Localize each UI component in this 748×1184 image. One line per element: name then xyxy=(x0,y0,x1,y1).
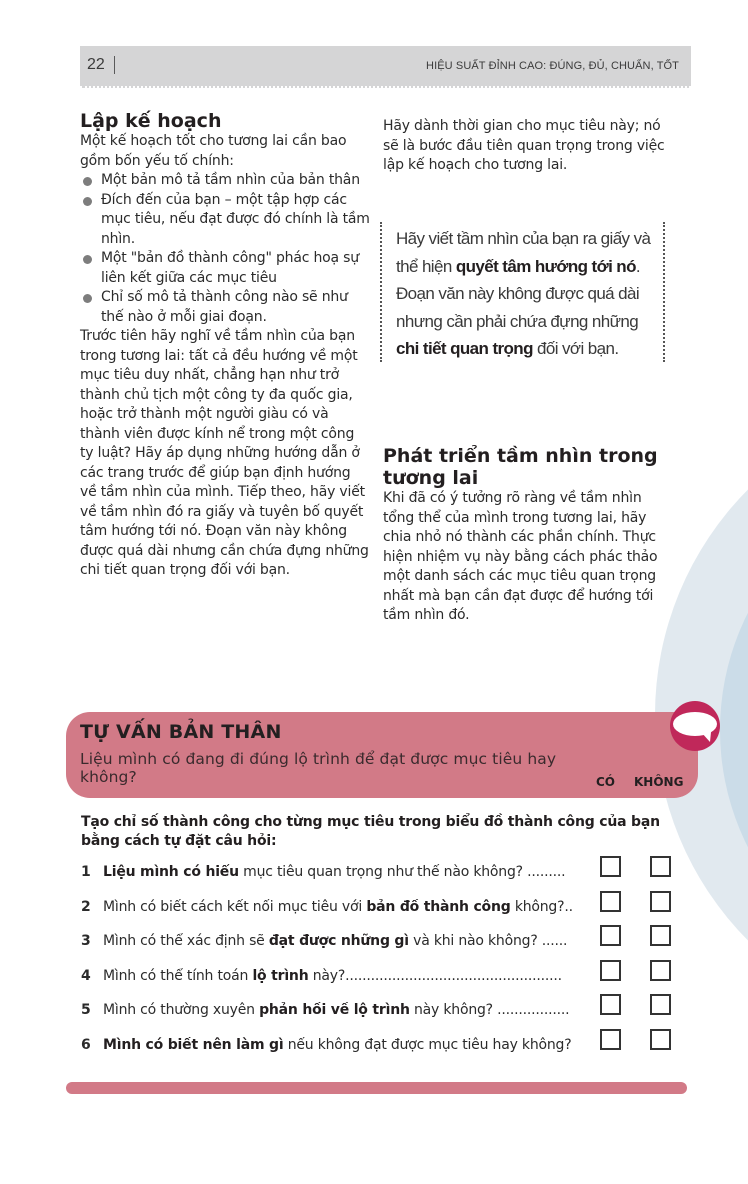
pullquote-emphasis: quyết tâm hướng tới nó xyxy=(455,256,636,276)
quiz-instructions: Tạo chỉ số thành công cho từng mục tiêu trong biểu đồ thành công của bạn bằng cách tự đặt câu hỏi: xyxy=(81,814,660,849)
header-separator xyxy=(114,56,115,74)
self-assessment-title: TỰ VẤN BẢN THÂN xyxy=(80,721,282,743)
checkbox-yes[interactable] xyxy=(600,856,621,877)
self-assessment-banner xyxy=(66,712,698,798)
bullet-item: Một bản mô tả tầm nhìn của bản thân xyxy=(80,171,370,191)
question-number: 6 xyxy=(81,1036,91,1053)
bullet-item: Một "bản đồ thành công" phác hoạ sự liên kết giữa các mục tiêu xyxy=(80,249,370,288)
section-heading-planning: Lập kế hoạch xyxy=(80,110,222,132)
question-text: Mình có thể xác định sẽ đạt được những gì và khi nào không? ...... xyxy=(103,933,568,949)
page-number: 22 xyxy=(87,56,105,73)
checkbox-yes[interactable] xyxy=(600,1029,621,1050)
checkbox-yes[interactable] xyxy=(600,891,621,912)
quiz-row xyxy=(81,852,681,887)
bullet-dot-icon xyxy=(83,177,92,186)
checkbox-no[interactable] xyxy=(650,1029,671,1050)
quiz-row xyxy=(81,956,681,991)
bullet-dot-icon xyxy=(83,294,92,303)
quiz-row xyxy=(81,1025,681,1060)
self-assessment-question: Liệu mình có đang đi đúng lộ trình để đạt được mục tiêu hay không? xyxy=(80,750,557,786)
checkbox-yes[interactable] xyxy=(600,925,621,946)
running-title: HIỆU SUẤT ĐỈNH CAO: ĐÚNG, ĐỦ, CHUẨN, TỐT xyxy=(426,60,679,72)
checkbox-no[interactable] xyxy=(650,856,671,877)
column-header-yes: CÓ xyxy=(596,775,616,789)
checkbox-no[interactable] xyxy=(650,960,671,981)
vision-paragraph: Khi đã có ý tưởng rõ ràng về tầm nhìn tổng thể của mình trong tương lai, hãy chia nhỏ nó thành các phần chính. Thực hiện nhiệm vụ này bằng cách phác thảo một danh sách các mục tiêu quan trọng nhất mà bạn cần đạt được để hướng tới tầm nhìn đó. xyxy=(383,490,658,623)
checkbox-yes[interactable] xyxy=(600,960,621,981)
pullquote: Hãy viết tầm nhìn của bạn ra giấy và thể hiện quyết tâm hướng tới nó. Đoạn văn này không được quá dài nhưng cần phải chứa đựng những chi tiết quan trọng đối với bạn. xyxy=(380,222,665,362)
planning-intro: Một kế hoạch tốt cho tương lai cần bao gồm bốn yếu tố chính: xyxy=(80,133,347,169)
quiz-question-list xyxy=(81,852,681,1059)
quiz-row xyxy=(81,990,681,1025)
bullet-item: Đích đến của bạn – một tập hợp các mục tiêu, nếu đạt được đó chính là tầm nhìn. xyxy=(80,191,370,250)
question-number: 5 xyxy=(81,1002,91,1018)
pullquote-emphasis: chi tiết quan trọng xyxy=(396,339,533,358)
question-text: Mình có thường xuyên phản hồi về lộ trình này không? ................. xyxy=(103,1002,570,1018)
right-column-intro: Hãy dành thời gian cho mục tiêu này; nó sẽ là bước đầu tiên quan trọng trong việc lập kế hoạch cho tương lai. xyxy=(383,118,665,173)
bullet-item: Chỉ số mô tả thành công nào sẽ như thế nào ở mỗi giai đoạn. xyxy=(80,288,370,327)
quiz-row xyxy=(81,921,681,956)
bullet-dot-icon xyxy=(83,197,92,206)
checkbox-yes[interactable] xyxy=(600,994,621,1015)
left-column xyxy=(80,110,370,581)
question-number: 1 xyxy=(81,864,91,880)
quiz-row xyxy=(81,887,681,922)
question-text: Liệu mình có hiểu mục tiêu quan trọng như thế nào không? ......... xyxy=(103,864,566,880)
checkbox-no[interactable] xyxy=(650,994,671,1015)
checkbox-no[interactable] xyxy=(650,891,671,912)
section-heading-vision: Phát triển tầm nhìn trong tương lai xyxy=(383,445,658,489)
checkbox-no[interactable] xyxy=(650,925,671,946)
question-number: 4 xyxy=(81,967,91,984)
question-number: 3 xyxy=(81,933,91,949)
planning-bullet-list xyxy=(80,171,370,327)
question-text: Mình có biết cách kết nối mục tiêu với bản đồ thành công không?.. xyxy=(103,898,573,915)
column-header-no: KHÔNG xyxy=(634,775,684,789)
speech-bubble-icon xyxy=(667,700,723,752)
right-column-vision xyxy=(383,445,673,626)
planning-paragraph: Trước tiên hãy nghĩ về tầm nhìn của bạn trong tương lai: tất cả đều hướng về một mục tiêu duy nhất, chẳng hạn như trở thành chủ tịch một công ty đa quốc gia, hoặc trở thành một người giàu có và thành viên được kính nể trong một công ty luật? Hãy áp dụng những hướng dẫn ở các trang trước để giúp bạn định hướng về tầm nhìn của mình. Tiếp theo, hãy viết về tầm nhìn đó ra giấy và tuyên bố quyết tâm hướng tới nó. Đoạn văn này không được quá dài nhưng cần chứa đựng những chi tiết quan trọng đối với bạn. xyxy=(80,328,369,578)
question-number: 2 xyxy=(81,898,91,915)
bottom-divider-bar xyxy=(66,1082,687,1094)
question-text: Mình có thể tính toán lộ trình này?................................................... xyxy=(103,967,562,984)
question-text: Mình có biết nên làm gì nếu không đạt được mục tiêu hay không? xyxy=(103,1036,572,1053)
page-header xyxy=(80,46,691,88)
bullet-dot-icon xyxy=(83,255,92,264)
